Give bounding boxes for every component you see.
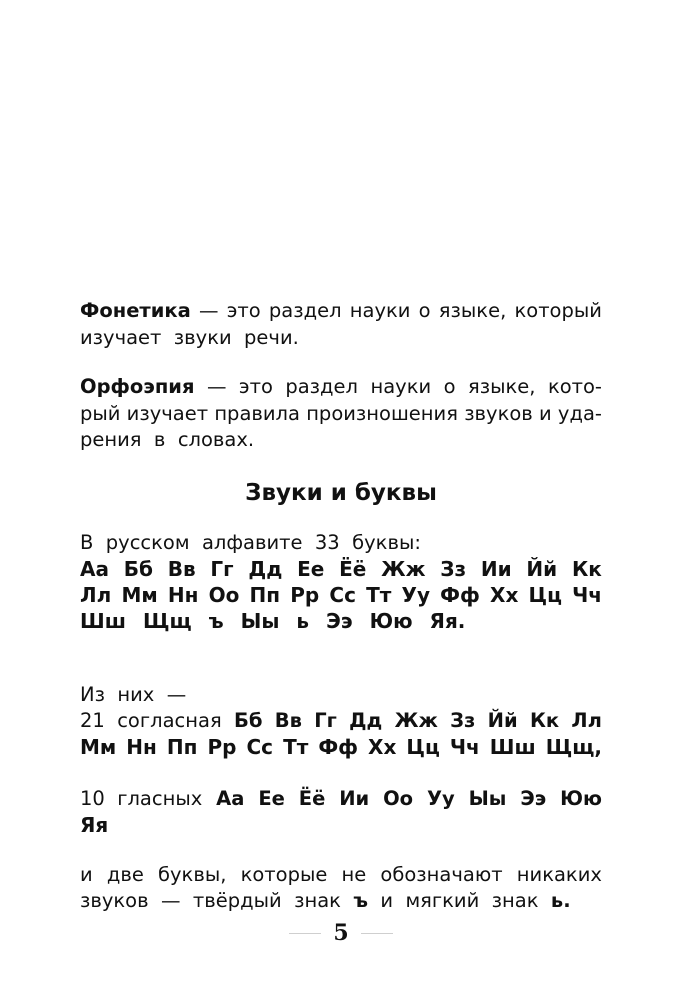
letter-pair: Шш xyxy=(80,609,126,633)
letter-pair: Хх xyxy=(490,583,519,607)
word: — xyxy=(199,299,219,322)
page-number: 5 xyxy=(333,920,349,946)
orthoepy-line-2 xyxy=(80,401,602,427)
letter-pair: Лл xyxy=(80,583,112,607)
letter-pair: Йй xyxy=(487,709,518,732)
letter-pair: Жж xyxy=(381,557,426,581)
letter-pair: Цц xyxy=(528,583,562,607)
letter-pair: Тт xyxy=(283,735,309,759)
letter-pair: Фф xyxy=(440,583,480,607)
word: никаких xyxy=(516,863,602,886)
letter-pair: Тт xyxy=(366,583,392,607)
letter-pair: Щщ xyxy=(142,609,192,633)
letter-pair: Пп xyxy=(166,735,198,759)
letter-pair: ъ xyxy=(208,609,224,633)
word: правила xyxy=(214,402,300,425)
letter-pair: Ее xyxy=(258,787,285,810)
signs-text-between: и мягкий знак xyxy=(380,889,539,912)
letter-pair: Ээ xyxy=(520,787,547,810)
letter-pair: Кк xyxy=(571,557,602,581)
word: о xyxy=(418,299,431,322)
letter-pair: Юю xyxy=(560,787,602,810)
hard-sign: ъ xyxy=(353,889,368,912)
word: произношения xyxy=(306,402,458,425)
of-them-line: Из них — xyxy=(80,683,187,706)
letter-pair: Нн xyxy=(167,583,199,607)
section-heading: Звуки и буквы xyxy=(245,480,437,506)
letter-pair: Уу xyxy=(426,787,455,810)
word: — xyxy=(206,375,227,398)
letter-pair: Рр xyxy=(207,735,237,759)
letter-pair: Кк xyxy=(529,709,560,732)
letter-pair: Чч xyxy=(449,735,480,759)
word: обозначают xyxy=(380,863,503,886)
letter-pair: Хх xyxy=(368,735,397,759)
alphabet-row-1 xyxy=(80,556,602,582)
phonetics-line-2: изучает звуки речи. xyxy=(80,326,299,349)
orthoepy-line-1 xyxy=(80,374,602,400)
letter-pair: Шш xyxy=(489,735,536,759)
letter-pair: Пп xyxy=(249,583,281,607)
letter-pair: Аа xyxy=(216,787,245,810)
word: не xyxy=(341,863,367,886)
word: две xyxy=(106,863,144,886)
letter-pair: Зз xyxy=(440,557,467,581)
letter-pair: Щщ, xyxy=(545,735,602,759)
letter-pair: Гг xyxy=(210,557,234,581)
soft-sign: ь. xyxy=(550,889,571,912)
consonants-line-1 xyxy=(80,708,602,734)
letter-pair: Ыы xyxy=(468,787,507,810)
word: который xyxy=(514,299,602,322)
signs-line-1 xyxy=(80,862,602,888)
letter-pair: Жж xyxy=(394,709,438,732)
letter-pair: Чч xyxy=(572,583,602,607)
word: раздел xyxy=(268,299,342,322)
letter-pair: Сс xyxy=(246,735,274,759)
letter-pair: Дд xyxy=(248,557,283,581)
letter-pair: Ее xyxy=(297,557,325,581)
alphabet-row-3 xyxy=(80,608,602,634)
signs-line-2 xyxy=(80,888,602,914)
letter-pair: Ёё xyxy=(298,787,326,810)
letter-pair: Ыы xyxy=(240,609,280,633)
alphabet-intro: В русском алфавите 33 буквы: xyxy=(80,531,421,554)
letter-pair: Ии xyxy=(339,787,370,810)
word: раздел xyxy=(285,375,358,398)
word: буквы, xyxy=(157,863,227,886)
letter-pair: Гг xyxy=(314,709,337,732)
letter-pair: Вв xyxy=(274,709,302,732)
letter-pair: Лл xyxy=(571,709,602,732)
word: звуков xyxy=(464,402,533,425)
consonants-line-2 xyxy=(80,734,602,760)
footer-rule-right xyxy=(361,933,393,934)
word: кото- xyxy=(547,375,602,398)
letter-pair: Цц xyxy=(406,735,440,759)
letter-pair: Юю xyxy=(369,609,413,633)
signs-text-before: звуков — твёрдый знак xyxy=(80,889,341,912)
word: изучает xyxy=(126,402,209,425)
word: языке, xyxy=(468,375,536,398)
word: уда- xyxy=(557,402,602,425)
orthoepy-term: Орфоэпия xyxy=(80,375,195,398)
letter-pair: Бб xyxy=(123,557,153,581)
letter-pair: Ээ xyxy=(326,609,353,633)
alphabet-row-2 xyxy=(80,582,602,608)
vowels-label: 10 гласных xyxy=(80,787,203,810)
footer-rule-left xyxy=(289,933,321,934)
vowels-line-2: Яя xyxy=(80,813,109,837)
phonetics-term: Фонетика xyxy=(80,299,191,322)
letter-pair: Оо xyxy=(208,583,240,607)
word: науки xyxy=(370,375,432,398)
letter-pair: Зз xyxy=(450,709,476,732)
letter-pair: Йй xyxy=(526,557,558,581)
page-footer xyxy=(0,918,682,948)
word: это xyxy=(238,375,273,398)
letter-pair: Рр xyxy=(290,583,320,607)
letter-pair: ь xyxy=(296,609,310,633)
letter-pair: Фф xyxy=(318,735,359,759)
word: о xyxy=(443,375,456,398)
word: рый xyxy=(80,402,121,425)
word: языке, xyxy=(438,299,507,322)
letter-pair: Сс xyxy=(329,583,356,607)
vowels-line-1 xyxy=(80,786,602,812)
letter-pair: Оо xyxy=(383,787,414,810)
word: это xyxy=(226,299,261,322)
letter-pair: Уу xyxy=(401,583,430,607)
word: и xyxy=(80,863,93,886)
word: которые xyxy=(240,863,328,886)
letter-pair: Дд xyxy=(349,709,383,732)
letter-pair: Нн xyxy=(126,735,157,759)
letter-pair: Вв xyxy=(167,557,196,581)
word: и xyxy=(539,402,552,425)
letter-pair: Ёё xyxy=(339,557,367,581)
letter-pair: Мм xyxy=(121,583,158,607)
letter-pair: Ии xyxy=(480,557,512,581)
letter-pair: Бб xyxy=(233,709,263,732)
consonants-label: 21 согласная xyxy=(80,709,222,732)
word: науки xyxy=(349,299,411,322)
orthoepy-line-3: рения в словах. xyxy=(80,428,255,451)
letter-pair: Аа xyxy=(80,557,109,581)
letter-pair: Яя. xyxy=(429,609,466,633)
phonetics-line-1 xyxy=(80,298,602,324)
letter-pair: Мм xyxy=(80,735,117,759)
